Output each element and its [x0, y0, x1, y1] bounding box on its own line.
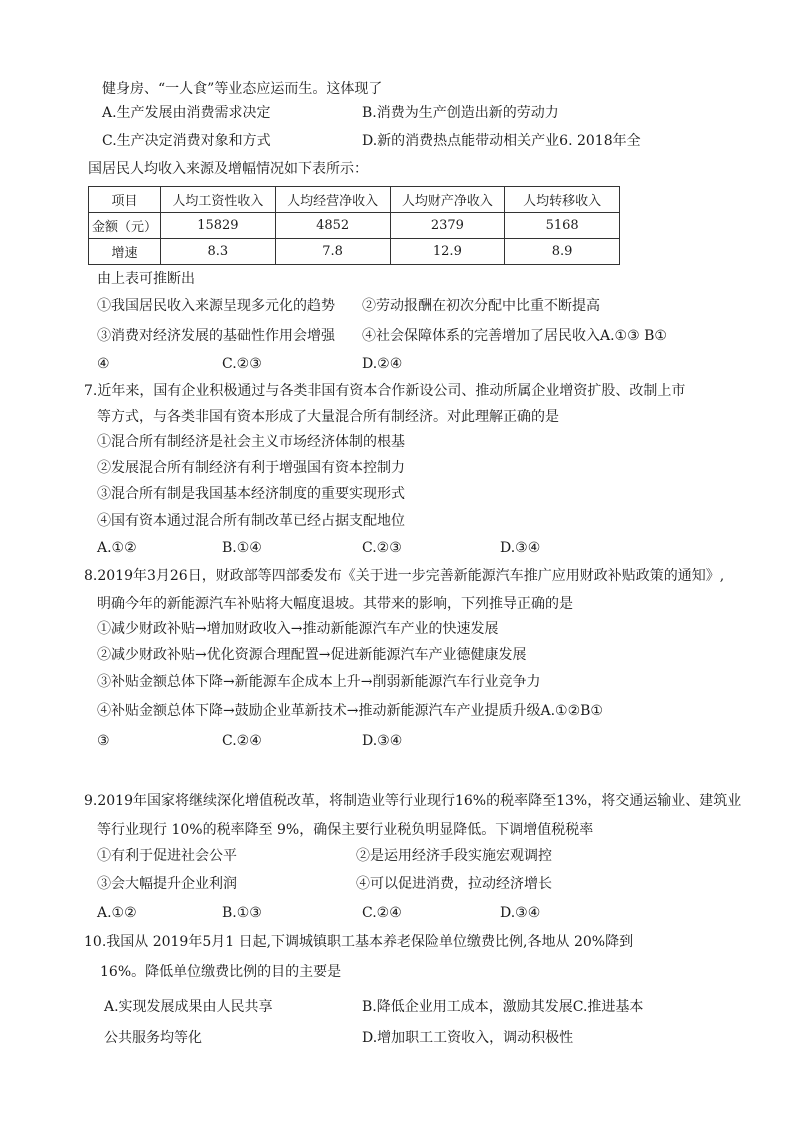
table-cell: 5168 — [505, 213, 620, 239]
q8-statement-2: ②减少财政补贴→优化资源合理配置→促进新能源汽车产业德健康发展 — [97, 647, 527, 663]
q6-statement-3: ③消费对经济发展的基础性作用会增强 — [97, 328, 335, 344]
q10-stem-line-1: 10.我国从 2019年5月1 日起,下调城镇职工基本养老保险单位缴费比例,各地从 20%降到 — [84, 934, 634, 950]
q10-stem-line-2: 16%。降低单位缴费比例的目的主要是 — [100, 964, 342, 980]
q5-stem-tail: 健身房、“一人食”等业态应运而生。这体现了 — [102, 81, 383, 97]
table-row — [89, 213, 620, 239]
table-row — [89, 239, 620, 265]
q8-statement-1: ①减少财政补贴→增加财政收入→推动新能源汽车产业的快速发展 — [97, 621, 499, 637]
q9-option-d[interactable]: D.③④ — [500, 905, 541, 921]
q9-statement-1: ①有利于促进社会公平 — [97, 848, 237, 864]
q10-option-d[interactable]: D.增加职工工资收入，调动积极性 — [362, 1030, 574, 1046]
q7-statement-3: ③混合所有制是我国基本经济制度的重要实现形式 — [97, 486, 405, 502]
q8-statement-4: ④补贴金额总体下降→鼓励企业革新技术→推动新能源汽车产业提质升级A.①②B① — [97, 703, 603, 719]
q10-option-a[interactable]: A.实现发展成果由人民共享 — [104, 999, 273, 1015]
q7-option-b[interactable]: B.①④ — [222, 540, 262, 556]
q6-stem: 国居民人均收入来源及增幅情况如下表所示： — [88, 161, 368, 177]
q5-option-b[interactable]: B.消费为生产创造出新的劳动力 — [362, 105, 559, 121]
table-header-cell: 人均财产净收入 — [390, 187, 505, 213]
q7-option-d[interactable]: D.③④ — [500, 540, 541, 556]
q7-statement-4: ④国有资本通过混合所有制改革已经占据支配地位 — [97, 513, 405, 529]
table-header-row — [89, 187, 620, 213]
q6-option-d[interactable]: D.②④ — [362, 356, 403, 372]
q5-option-d[interactable]: D.新的消费热点能带动相关产业6. 2018年全 — [362, 133, 641, 149]
q6-lead: 由上表可推断出 — [97, 271, 195, 287]
q9-statement-2: ②是运用经济手段实施宏观调控 — [356, 848, 552, 864]
table-cell: 4852 — [275, 213, 390, 239]
q7-option-a[interactable]: A.①② — [97, 540, 137, 556]
table-cell: 12.9 — [390, 239, 505, 265]
q7-option-c[interactable]: C.②③ — [362, 540, 402, 556]
table-header-cell: 项目 — [89, 187, 161, 213]
q9-option-c[interactable]: C.②④ — [362, 905, 402, 921]
table-cell: 8.3 — [161, 239, 276, 265]
q6-option-b-cont[interactable]: ④ — [97, 356, 110, 372]
table-cell: 增速 — [89, 239, 161, 265]
table-cell: 7.8 — [275, 239, 390, 265]
q5-option-c[interactable]: C.生产决定消费对象和方式 — [102, 133, 271, 149]
table-cell: 金额（元） — [89, 213, 161, 239]
q9-stem-line-1: 9.2019年国家将继续深化增值税改革，将制造业等行业现行16%的税率降至13%，将交通运输业、建筑业 — [84, 793, 742, 809]
q9-option-b[interactable]: B.①③ — [222, 905, 262, 921]
q8-option-b-cont[interactable]: ③ — [97, 733, 110, 749]
q9-statement-3: ③会大幅提升企业利润 — [97, 876, 237, 892]
table-header-cell: 人均转移收入 — [505, 187, 620, 213]
table-header-cell: 人均经营净收入 — [275, 187, 390, 213]
q8-stem-line-2: 明确今年的新能源汽车补贴将大幅度退坡。其带来的影响，下列推导正确的是 — [97, 596, 573, 612]
q9-stem-line-2: 等行业现行 10%的税率降至 9%，确保主要行业税负明显降低。下调增值税税率 — [97, 822, 594, 838]
table-header-cell: 人均工资性收入 — [161, 187, 276, 213]
q8-statement-3: ③补贴金额总体下降→新能源车企成本上升→削弱新能源汽车行业竞争力 — [97, 674, 541, 690]
q10-option-c-cont[interactable]: 公共服务均等化 — [104, 1030, 202, 1046]
q6-statement-2: ②劳动报酬在初次分配中比重不断提高 — [362, 298, 600, 314]
q8-option-c[interactable]: C.②④ — [222, 733, 262, 749]
table-cell: 15829 — [161, 213, 276, 239]
q8-stem-line-1: 8.2019年3月26日，财政部等四部委发布《关于进一步完善新能源汽车推广应用财政补贴政策的通知》, — [84, 568, 725, 584]
income-table — [88, 186, 620, 265]
q9-option-a[interactable]: A.①② — [97, 905, 137, 921]
q9-statement-4: ④可以促进消费，拉动经济增长 — [356, 876, 552, 892]
q8-option-d[interactable]: D.③④ — [362, 733, 403, 749]
q7-stem-line-2: 等方式，与各类非国有资本形成了大量混合所有制经济。对此理解正确的是 — [97, 409, 559, 425]
q10-option-b[interactable]: B.降低企业用工成本，激励其发展C.推进基本 — [362, 999, 644, 1015]
q7-stem-line-1: 7.近年来，国有企业积极通过与各类非国有资本合作新设公司、推动所属企业增资扩股、改制上市 — [84, 383, 686, 399]
table-cell: 8.9 — [505, 239, 620, 265]
q7-statement-2: ②发展混合所有制经济有利于增强国有资本控制力 — [97, 460, 405, 476]
table-cell: 2379 — [390, 213, 505, 239]
q5-option-a[interactable]: A.生产发展由消费需求决定 — [102, 105, 271, 121]
q6-statement-4: ④社会保障体系的完善增加了居民收入A.①③ B① — [362, 328, 667, 344]
q6-statement-1: ①我国居民收入来源呈现多元化的趋势 — [97, 298, 335, 314]
q6-option-c[interactable]: C.②③ — [222, 356, 262, 372]
q7-statement-1: ①混合所有制经济是社会主义市场经济体制的根基 — [97, 434, 405, 450]
